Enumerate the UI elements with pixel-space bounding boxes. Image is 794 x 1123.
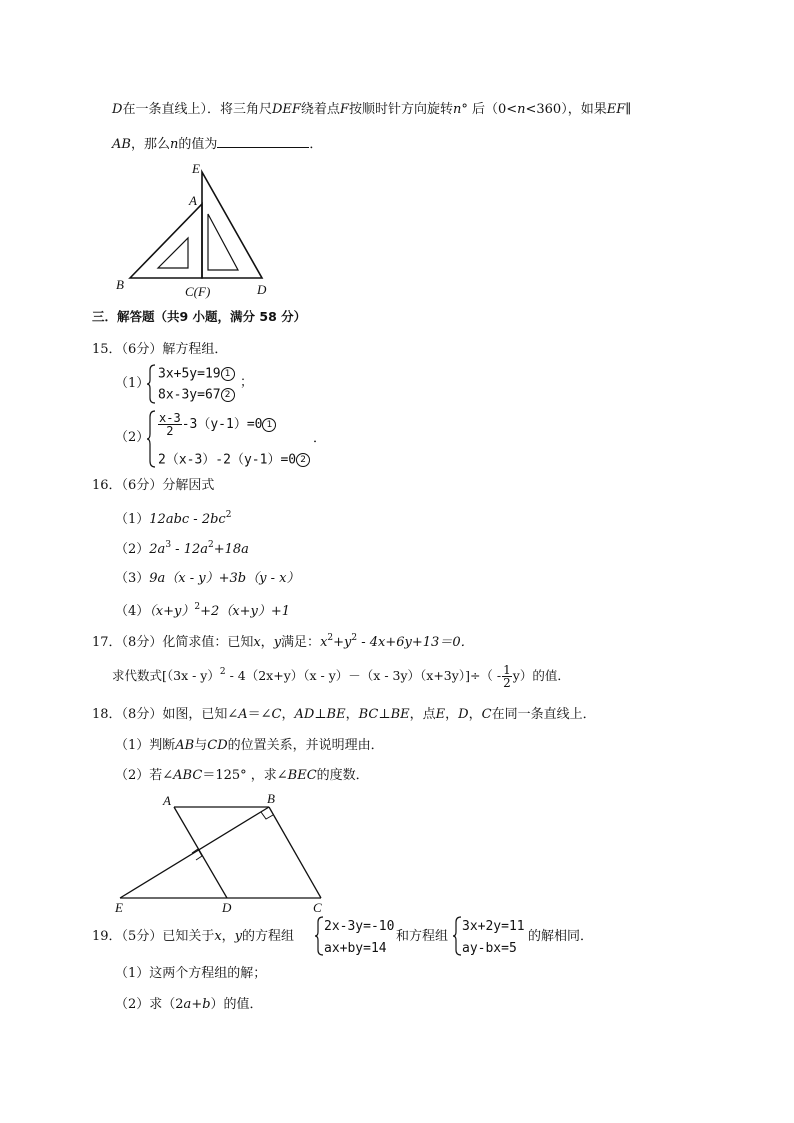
q15-p2-end: ． [313,431,327,446]
q19-part2: （2）求（2a+b）的值． [115,997,263,1012]
q15-part1-label: （1） [115,376,150,391]
triangle-def [202,172,262,278]
right-angle-mark-b [261,812,273,819]
q15-p2-eq2: 2（x-3）-2（y-1）=0 2 [158,453,310,467]
brace-icon [146,364,156,404]
label-a: A [189,193,197,208]
q19-system2 [452,916,532,958]
q18-quadrilateral-figure [110,790,335,918]
q18-part1: （1）判断AB与CD的位置关系，并说明理由． [115,738,384,753]
label-cf: C(F) [185,284,211,299]
q16-item1: $(1)12abc - 2bc^2$ [115,510,232,527]
label-b: B [116,277,124,292]
answer-blank [217,136,309,148]
label-b: B [267,791,275,806]
q18-header: 18．（8分）如图，已知∠A＝∠C，AD⊥BE，BC⊥BE，点E，D，C在同一条直线上． [92,707,596,722]
q15-p2-eq1: $\frac{x-3}{2}$ -3（y-1）=0 1 [158,412,276,437]
triangle-def-inner [208,214,238,270]
q15-header: 15．（6分）解方程组． [92,342,228,357]
q19-system1 [314,916,394,958]
q19-sys2-eq1: 3x+2y=11 [462,919,525,934]
q16-item3: （3）9a（x - y）+3b（y - x） [115,571,300,586]
label-e: E [115,900,123,915]
q19-mid: 和方程组 [396,929,449,944]
q19-end: 的解相同． [528,929,594,944]
q15-p1-end: ； [240,375,254,390]
circled-number: 2 [296,453,310,467]
label-e: E [192,161,200,176]
q14-triangle-figure [112,158,272,300]
q17-line1: 17．（8分）化简求值：已知x，y满足：$x^2+y^2 - 4x+6y+13=0$． [92,633,474,650]
q19-sys2-eq2: ay-bx=5 [462,941,517,956]
circled-number: 1 [221,367,235,381]
label-d: D [257,282,267,297]
circled-number: 1 [262,418,276,432]
fraction: $\frac{x-3}{2}$ [159,411,181,438]
q17-line2: 求代数式[（3x - y）$^2$ - 4（2x+y）（x - y）－（x - 3y）（x+3y）]÷（ - $\frac{1}{2}$ y）的值． [112,663,570,690]
brace-icon [452,916,462,956]
label-c: C [313,900,322,915]
segment-bc [269,807,321,898]
segment-eb [120,807,269,898]
q14-line2: AB，那么n的值为 ． [112,137,323,152]
q16-item2: $(2)2a^3 - 12a^2+18a$ [115,540,249,557]
q16-item4: $(4)(x+y)^2+2(x+y)+1$ [115,602,290,619]
q19-part1: （1）这两个方程组的解； [115,966,267,981]
label-d: D [222,900,232,915]
q15-p1-eq1: 3x+5y=19 1 [158,367,235,381]
q14-line1: D在一条直线上）．将三角尺DEF绕着点F按顺时针方向旋转n° 后（0<n<360），如果EF∥ [112,102,632,117]
circled-number: 2 [221,388,235,402]
q16-header: 16．（6分）分解因式 [92,478,215,493]
q19-header-start: 19．（5分）已知关于x，y的方程组 [92,929,295,944]
q19-sys1-eq1: 2x-3y=-10 [324,919,395,934]
fraction: $\frac{1}{2}$ [503,663,511,690]
brace-icon [146,410,156,468]
label-a: A [163,793,171,808]
q15-p1-eq2: 8x-3y=67 2 [158,388,235,402]
triangle-abc [130,204,202,278]
q15-system2 [146,410,321,470]
q15-part2-label: （2） [115,430,150,445]
brace-icon [314,916,324,956]
section-heading: 三．解答题（共9 小题，满分 58 分） [92,309,307,324]
q18-part2: （2）若∠ABC＝125° ，求∠BEC的度数． [115,768,369,783]
triangle-abc-inner [158,238,188,268]
q19-sys1-eq2: ax+by=14 [324,941,387,956]
